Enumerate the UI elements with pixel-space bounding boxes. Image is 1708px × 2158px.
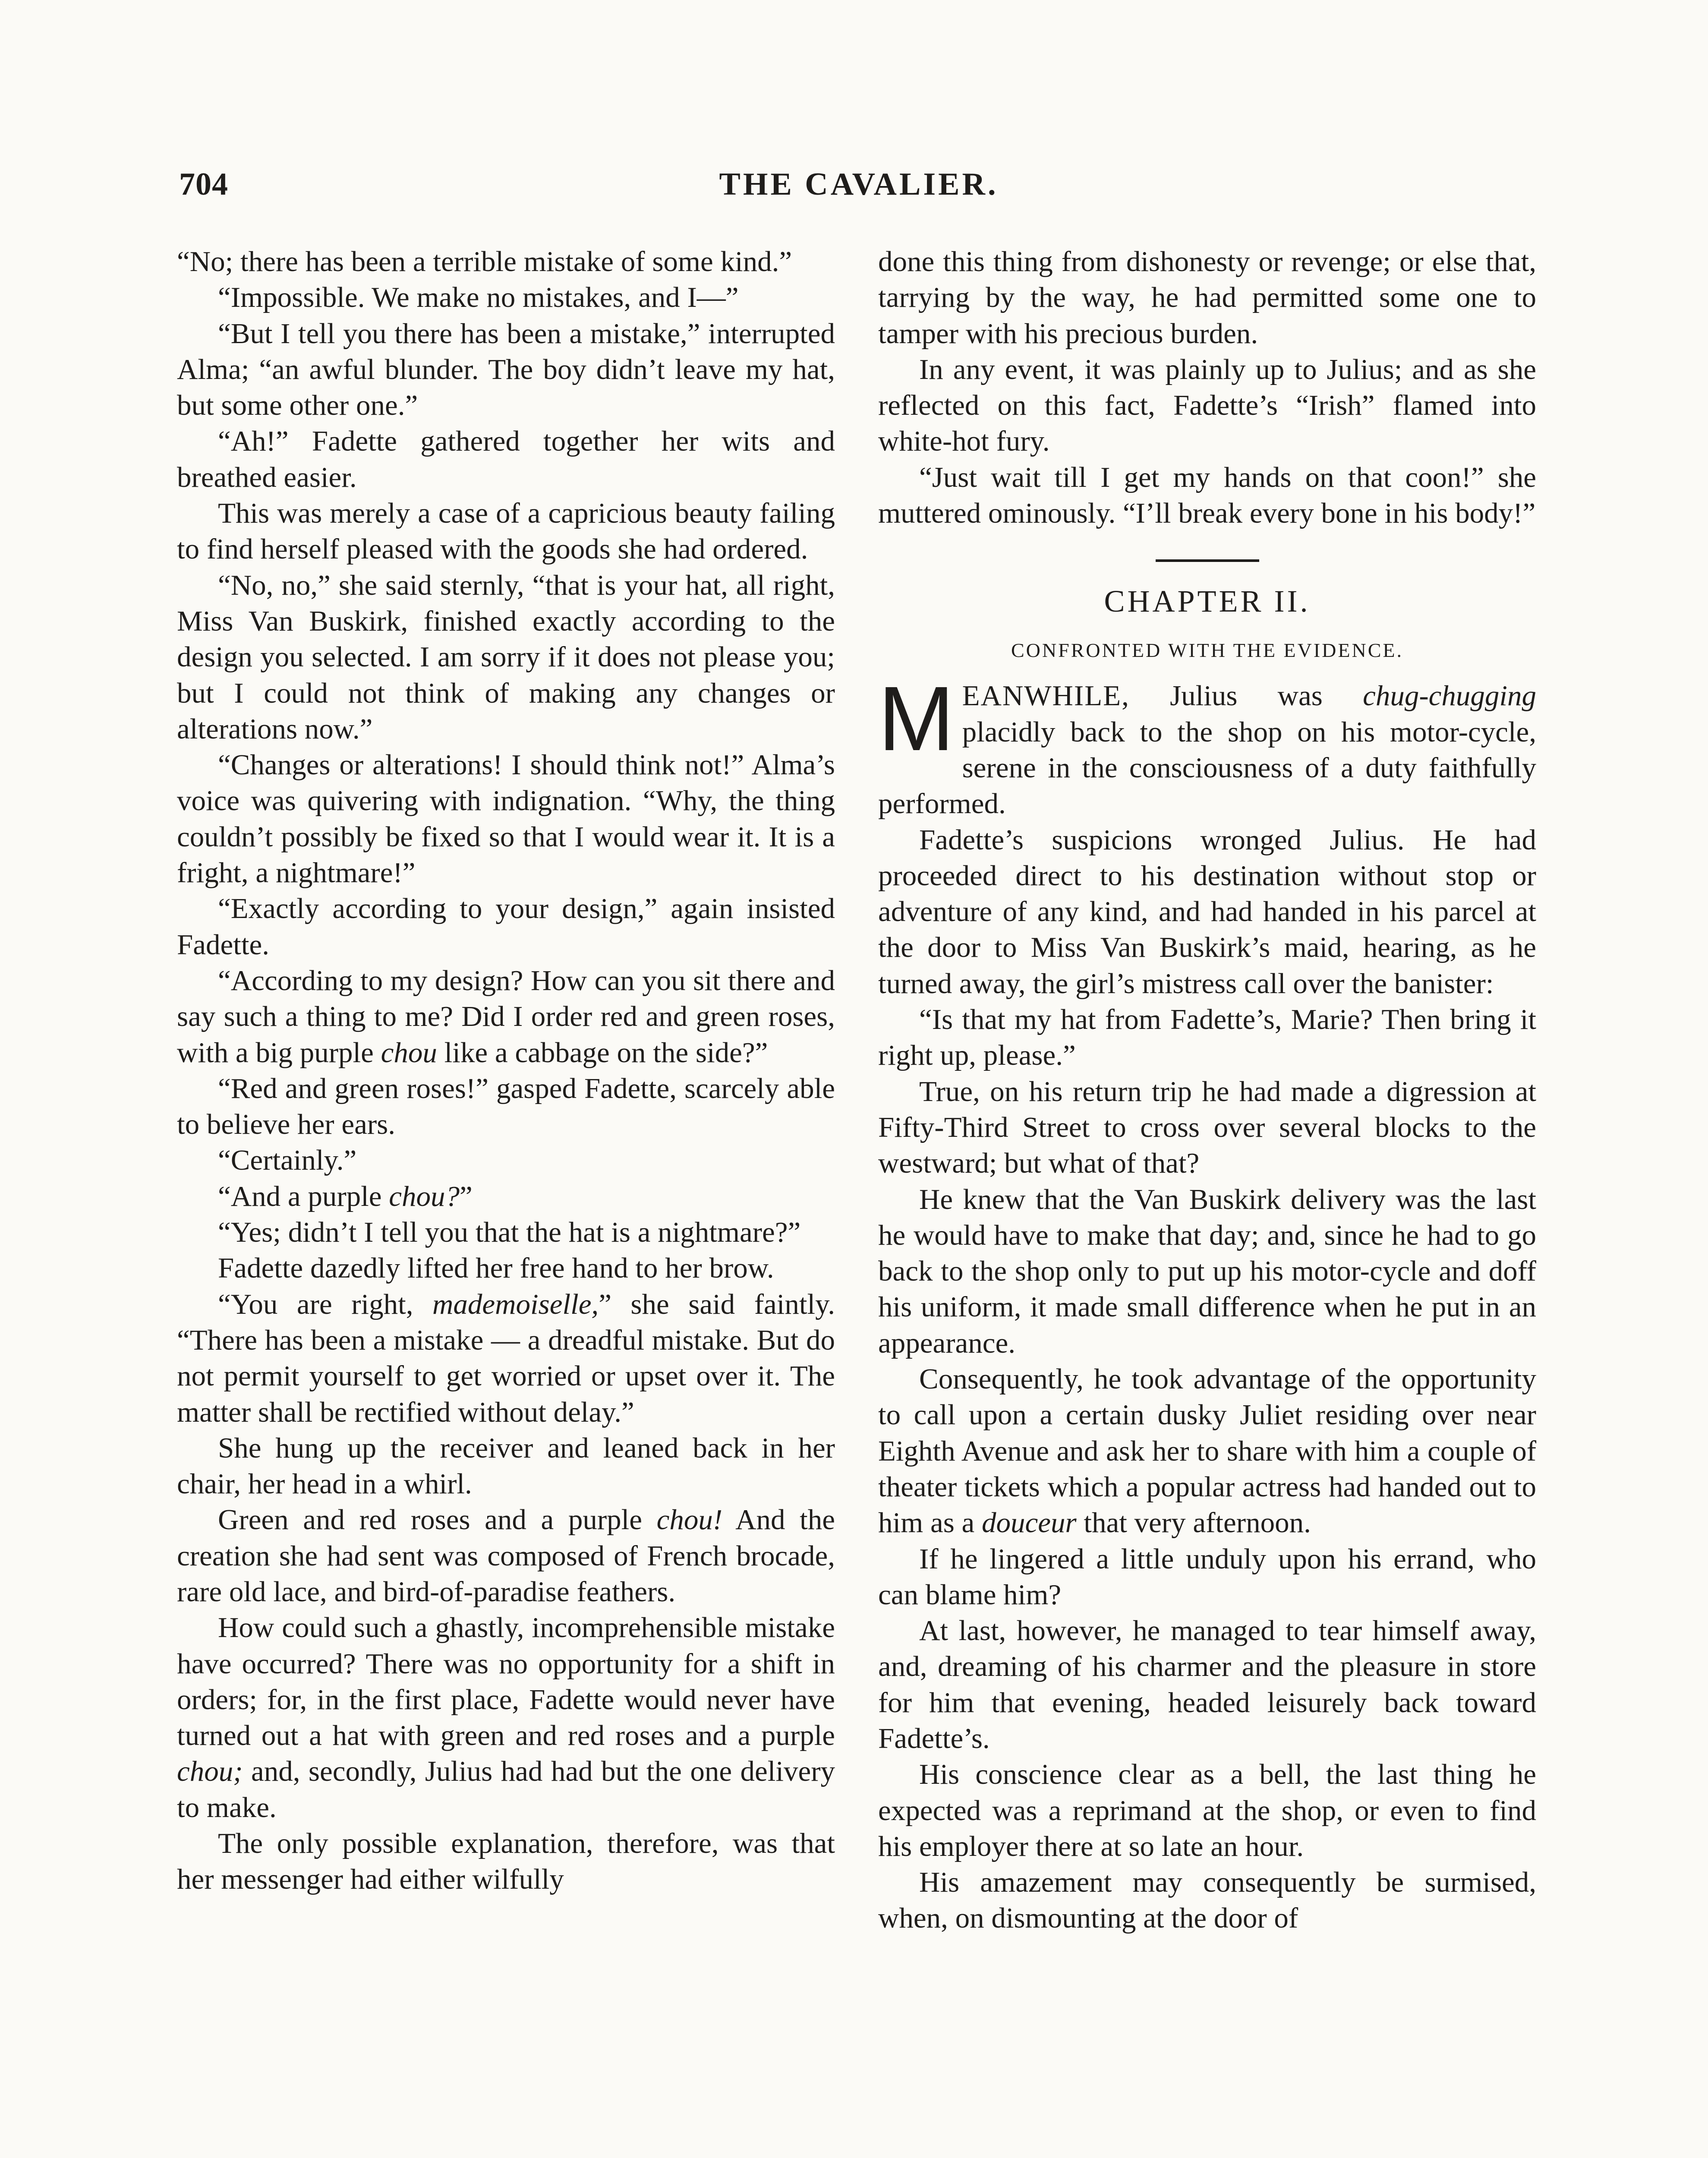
opening-text-end: placidly back to the shop on his motor-cycle, serene in the consciousness of a duty faithfully performed. (878, 716, 1536, 820)
paragraph-text: “Yes; didn’t I tell you that the hat is a nightmare?” (218, 1216, 801, 1249)
paragraph-text: “Exactly according to your design,” again insisted Fadette. (177, 893, 835, 961)
paragraph-text: True, on his return trip he had made a digression at Fifty-Third Street to cross over several blocks to the westward; but what of that? (878, 1075, 1536, 1180)
paragraph (177, 1071, 835, 1143)
paragraph-text: His conscience clear as a bell, the last thing he expected was a reprimand at the shop, or even to find his employer there at so late an hour. (878, 1758, 1536, 1862)
paragraph (177, 1215, 835, 1250)
paragraph (177, 1142, 835, 1178)
paragraph (177, 423, 835, 495)
paragraph-text: Green and red roses and a purple (218, 1504, 657, 1536)
paragraph-text: Fadette’s suspicions wronged Julius. He had proceeded direct to his destination without stop or adventure of any kind, and had handed in his parcel at the door to Miss Van Buskirk’s maid, hearing, as he turned away, the girl’s mistress call over the banister: (878, 823, 1536, 1000)
paragraph-text: “Changes or alterations! I should think not!” Alma’s voice was quivering with indignation. “Why, the thing couldn’t possibly be fixed so that I would wear it. It is a fright, a nightmare!” (177, 749, 835, 889)
paragraph (878, 1361, 1536, 1541)
paragraph-text: Consequently, he took advantage of the opportunity to call upon a certain dusky Juliet residing over near Eighth Avenue and ask her to share with him a couple of theater tickets which a popular actress had handed out to him as a (878, 1363, 1536, 1539)
paragraph (177, 280, 835, 315)
paragraph (177, 1430, 835, 1502)
paragraph-text: “Certainly.” (218, 1144, 357, 1177)
paragraph (177, 495, 835, 568)
paragraph-text: ” (460, 1180, 473, 1212)
paragraph (878, 1074, 1536, 1182)
opening-emphasis: chug-chugging (1363, 680, 1536, 712)
paragraph-text: “Red and green roses!” gasped Fadette, scarcely able to believe her ears. (177, 1072, 835, 1141)
paragraph-text: and, secondly, Julius had had but the one delivery to make. (177, 1755, 835, 1824)
paragraph-text: “But I tell you there has been a mistake,” interrupted Alma; “an awful blunder. The boy didn’t leave my hat, but some other one.” (177, 317, 835, 422)
running-title: THE CAVALIER. (719, 167, 999, 202)
paragraph-text: “Just wait till I get my hands on that coon!” she muttered ominously. “I’ll break every bone in his body!” (878, 461, 1536, 530)
paragraph (177, 891, 835, 963)
paragraph (177, 963, 835, 1071)
paragraph (177, 1502, 835, 1610)
paragraph-text: If he lingered a little unduly upon his errand, who can blame him? (878, 1543, 1536, 1611)
paragraph-text: At last, however, he managed to tear himself away, and, dreaming of his charmer and the pleasure in store for him that evening, headed leisurely back toward Fadette’s. (878, 1615, 1536, 1754)
paragraph-text: “No; there has been a terrible mistake of some kind.” (177, 246, 792, 278)
paragraph (177, 244, 835, 280)
opening-text: Julius was (1129, 680, 1363, 712)
paragraph (878, 1865, 1536, 1937)
paragraph-text: And the creation she had sent was composed of French brocade, rare old lace, and bird-of-paradise feathers. (177, 1504, 835, 1608)
paragraph-text: She hung up the receiver and leaned back in her chair, her head in a whirl. (177, 1432, 835, 1500)
paragraph-text: “Ah!” Fadette gathered together her wits and breathed easier. (177, 425, 835, 493)
emphasis-text: chou? (389, 1180, 460, 1212)
emphasis-text: chou! (656, 1504, 723, 1536)
paragraph-text: “You are right, (218, 1288, 433, 1320)
right-column-body-text (878, 822, 1536, 1937)
paragraph (878, 460, 1536, 532)
paragraph (878, 352, 1536, 460)
paragraph (177, 1250, 835, 1286)
paragraph-text: “According to my design? How can you sit there and say such a thing to me? Did I order red and green roses, with a big purple (177, 964, 835, 1069)
paragraph (177, 1826, 835, 1898)
paragraph-text: like a cabbage on the side?” (437, 1036, 768, 1069)
paragraph (177, 1287, 835, 1430)
paragraph (878, 822, 1536, 1002)
paragraph-text: He knew that the Van Buskirk delivery was the last he would have to make that day; and, since he had to go back to the shop only to put up his motor-cycle and doff his uniform, it made small difference when he put in an appearance. (878, 1183, 1536, 1359)
section-divider (1156, 559, 1259, 562)
paragraph-text: that very afternoon. (1076, 1507, 1311, 1539)
paragraph (878, 1613, 1536, 1757)
paragraph (177, 1610, 835, 1826)
paragraph-text: done this thing from dishonesty or revenge; or else that, tarrying by the way, he had permitted some one to tamper with his precious burden. (878, 246, 1536, 350)
right-column (878, 244, 1536, 1937)
emphasis-text: chou (381, 1036, 437, 1069)
paragraph-text: The only possible explanation, therefore, was that her messenger had either wilfully (177, 1827, 835, 1896)
right-column-top-text (878, 244, 1536, 531)
emphasis-text: douceur (982, 1507, 1077, 1539)
paragraph (878, 1182, 1536, 1361)
paragraph-text: In any event, it was plainly up to Julius; and as she reflected on this fact, Fadette’s “Irish” flamed into white-hot fury. (878, 353, 1536, 457)
paragraph (177, 316, 835, 424)
chapter-title: CHAPTER II. (1104, 584, 1311, 619)
emphasis-text: mademoiselle, (432, 1288, 599, 1320)
paragraph-text: Fadette dazedly lifted her free hand to her brow. (218, 1252, 774, 1284)
paragraph-text: How could such a ghastly, incomprehensible mistake have occurred? There was no opportunity for a shift in orders; for, in the first place, Fadette would never have turned out a hat with green and red roses and a purple (177, 1612, 835, 1752)
paragraph (177, 1179, 835, 1215)
page-number: 704 (179, 167, 228, 202)
opening-caps: EANWHILE, (962, 680, 1130, 712)
paragraph-text: “Impossible. We make no mistakes, and I—” (218, 281, 739, 314)
emphasis-text: chou; (177, 1755, 243, 1788)
paragraph (177, 568, 835, 747)
paragraph (878, 1002, 1536, 1074)
paragraph (878, 1541, 1536, 1613)
paragraph-text: “And a purple (218, 1180, 389, 1212)
paragraph-text: “No, no,” she said sternly, “that is your hat, all right, Miss Van Buskirk, finished exactly according to the design you selected. I am sorry if it does not please you; but I could not think of making any changes or alterations now.” (177, 569, 835, 745)
drop-cap: M (878, 667, 955, 770)
page-header (179, 166, 1538, 214)
chapter-subtitle: CONFRONTED WITH THE EVIDENCE. (1011, 639, 1403, 662)
paragraph-text: His amazement may consequently be surmised, when, on dismounting at the door of (878, 1866, 1536, 1934)
paragraph (878, 1757, 1536, 1865)
chapter-opening-paragraph (878, 667, 1536, 822)
paragraph (177, 747, 835, 891)
paragraph-text: “Is that my hat from Fadette’s, Marie? Then bring it right up, please.” (878, 1003, 1536, 1072)
paragraph-text: This was merely a case of a capricious beauty failing to find herself pleased with the goods she had ordered. (177, 497, 835, 565)
paragraph-text: ” she said faintly. “There has been a mistake — a dreadful mistake. But do not permit yourself to get worried or upset over it. The matter shall be rectified without delay.” (177, 1288, 835, 1428)
paragraph (878, 244, 1536, 352)
left-column (177, 244, 835, 1898)
